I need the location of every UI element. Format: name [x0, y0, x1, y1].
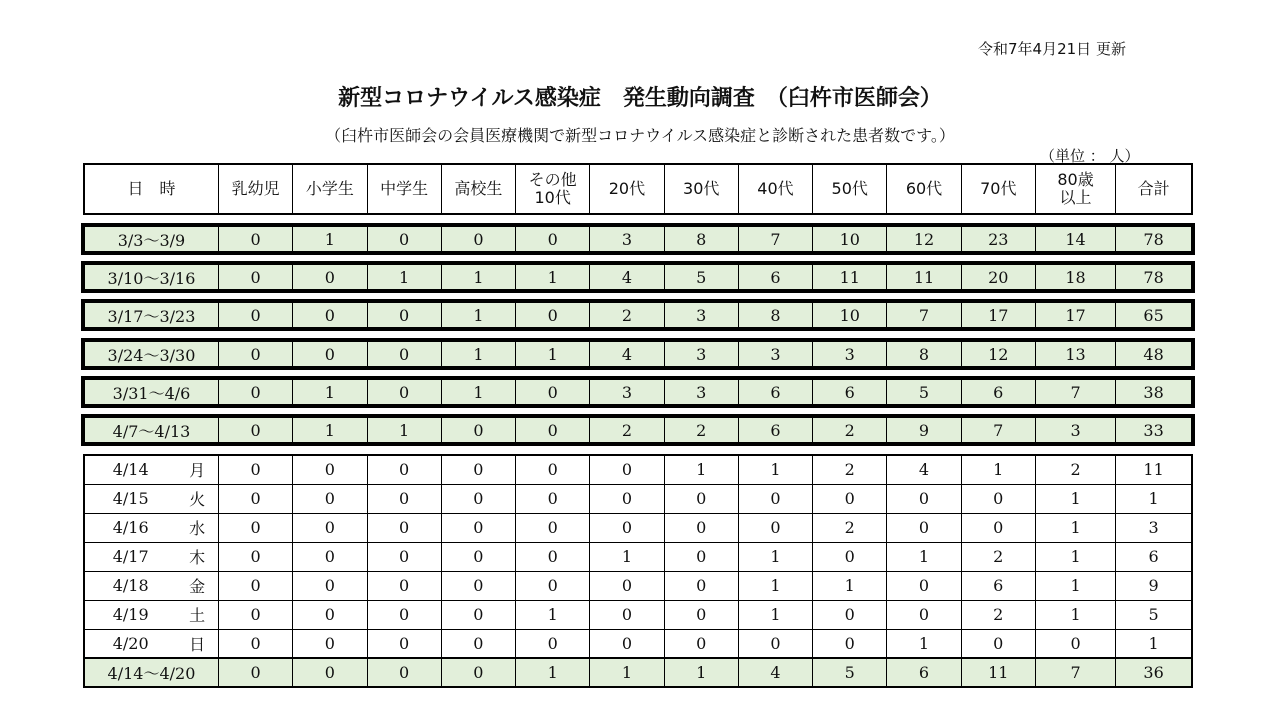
count-cell: 0 [293, 302, 367, 328]
count-cell: 3 [590, 379, 664, 405]
weekly-row [84, 264, 1192, 290]
weekday-cell: 日 [176, 629, 218, 658]
count-cell: 0 [590, 513, 664, 542]
count-cell: 5 [887, 379, 961, 405]
count-cell: 0 [813, 600, 887, 629]
count-cell: 0 [738, 484, 812, 513]
count-cell: 0 [293, 341, 367, 367]
count-cell: 3 [1035, 417, 1115, 443]
period-cell: 3/31～4/6 [84, 379, 218, 405]
count-cell: 0 [664, 571, 738, 600]
weekly-row [84, 417, 1192, 443]
count-cell: 12 [961, 341, 1035, 367]
count-cell: 7 [1035, 658, 1115, 687]
count-cell: 0 [441, 600, 515, 629]
period-cell: 4/14～4/20 [84, 658, 218, 687]
count-cell: 2 [1035, 455, 1115, 484]
count-cell: 0 [664, 484, 738, 513]
count-cell: 11 [961, 658, 1035, 687]
count-cell: 0 [516, 542, 590, 571]
count-cell: 1 [1035, 542, 1115, 571]
column-header: 60代 [887, 164, 961, 214]
unit-label: （単位 ： 人） [1040, 147, 1140, 165]
count-cell: 3 [813, 341, 887, 367]
count-cell: 0 [590, 571, 664, 600]
period-cell: 3/10～3/16 [84, 264, 218, 290]
count-cell: 2 [590, 417, 664, 443]
count-cell: 1 [441, 341, 515, 367]
count-cell: 6 [961, 379, 1035, 405]
daily-row [84, 600, 1192, 629]
weekday-cell: 水 [176, 513, 218, 542]
count-cell: 0 [293, 484, 367, 513]
count-cell: 1 [441, 379, 515, 405]
weekly-row-band [83, 225, 1193, 253]
count-cell: 1 [590, 658, 664, 687]
weekly-row-band [83, 416, 1193, 444]
count-cell: 11 [1116, 455, 1192, 484]
column-header: 20代 [590, 164, 664, 214]
count-cell: 0 [516, 455, 590, 484]
count-cell: 0 [218, 226, 292, 252]
count-cell: 0 [367, 226, 441, 252]
count-cell: 1 [367, 417, 441, 443]
count-cell: 1 [738, 542, 812, 571]
count-cell: 0 [293, 542, 367, 571]
count-cell: 78 [1116, 226, 1192, 252]
count-cell: 5 [813, 658, 887, 687]
count-cell: 33 [1116, 417, 1192, 443]
period-cell: 3/24～3/30 [84, 341, 218, 367]
count-cell: 48 [1116, 341, 1192, 367]
count-cell: 1 [1035, 484, 1115, 513]
weekly-row-band [83, 378, 1193, 406]
count-cell: 1 [664, 658, 738, 687]
count-cell: 6 [887, 658, 961, 687]
count-cell: 1 [293, 226, 367, 252]
count-cell: 10 [813, 302, 887, 328]
count-cell: 0 [367, 600, 441, 629]
count-cell: 0 [441, 484, 515, 513]
count-cell: 7 [887, 302, 961, 328]
count-cell: 1 [516, 264, 590, 290]
weekly-row-band [83, 263, 1193, 291]
daily-row [84, 571, 1192, 600]
count-cell: 0 [441, 658, 515, 687]
count-cell: 23 [961, 226, 1035, 252]
count-cell: 0 [367, 571, 441, 600]
count-cell: 0 [738, 629, 812, 658]
count-cell: 1 [293, 417, 367, 443]
daily-row [84, 542, 1192, 571]
count-cell: 1 [738, 571, 812, 600]
weekly-row-band [83, 301, 1193, 329]
count-cell: 0 [516, 226, 590, 252]
count-cell: 0 [961, 513, 1035, 542]
count-cell: 0 [516, 379, 590, 405]
count-cell: 0 [961, 484, 1035, 513]
count-cell: 0 [516, 571, 590, 600]
count-cell: 3 [664, 341, 738, 367]
count-cell: 1 [1035, 571, 1115, 600]
count-cell: 0 [887, 571, 961, 600]
count-cell: 17 [961, 302, 1035, 328]
count-cell: 20 [961, 264, 1035, 290]
count-cell: 0 [738, 513, 812, 542]
date-cell: 4/19 [84, 600, 176, 629]
column-header: 40代 [738, 164, 812, 214]
count-cell: 1 [516, 600, 590, 629]
count-cell: 1 [1035, 513, 1115, 542]
count-cell: 4 [590, 264, 664, 290]
date-cell: 4/18 [84, 571, 176, 600]
count-cell: 0 [887, 600, 961, 629]
count-cell: 4 [887, 455, 961, 484]
column-header: 合計 [1116, 164, 1192, 214]
count-cell: 1 [441, 264, 515, 290]
date-cell: 4/20 [84, 629, 176, 658]
count-cell: 65 [1116, 302, 1192, 328]
count-cell: 0 [516, 484, 590, 513]
count-cell: 6 [813, 379, 887, 405]
count-cell: 0 [367, 379, 441, 405]
count-cell: 2 [664, 417, 738, 443]
daily-table [83, 454, 1193, 688]
count-cell: 0 [516, 513, 590, 542]
column-header: 乳幼児 [218, 164, 292, 214]
count-cell: 0 [813, 629, 887, 658]
count-cell: 11 [887, 264, 961, 290]
count-cell: 0 [293, 629, 367, 658]
count-cell: 0 [367, 484, 441, 513]
count-cell: 3 [664, 302, 738, 328]
count-cell: 0 [293, 264, 367, 290]
count-cell: 0 [367, 302, 441, 328]
count-cell: 0 [664, 513, 738, 542]
count-cell: 2 [813, 455, 887, 484]
count-cell: 0 [293, 513, 367, 542]
column-header-date: 日 時 [84, 164, 218, 214]
count-cell: 0 [961, 629, 1035, 658]
count-cell: 1 [367, 264, 441, 290]
count-cell: 0 [590, 455, 664, 484]
count-cell: 7 [738, 226, 812, 252]
weekday-cell: 木 [176, 542, 218, 571]
column-header: その他 10代 [516, 164, 590, 214]
daily-row [84, 455, 1192, 484]
date-cell: 4/17 [84, 542, 176, 571]
daily-row [84, 629, 1192, 658]
daily-total-row [84, 658, 1192, 687]
count-cell: 0 [367, 629, 441, 658]
count-cell: 3 [590, 226, 664, 252]
period-cell: 3/17～3/23 [84, 302, 218, 328]
count-cell: 7 [1035, 379, 1115, 405]
count-cell: 2 [813, 513, 887, 542]
daily-row [84, 484, 1192, 513]
count-cell: 2 [961, 600, 1035, 629]
count-cell: 0 [218, 341, 292, 367]
count-cell: 0 [218, 513, 292, 542]
count-cell: 0 [367, 455, 441, 484]
count-cell: 78 [1116, 264, 1192, 290]
count-cell: 1 [887, 542, 961, 571]
count-cell: 17 [1035, 302, 1115, 328]
count-cell: 0 [590, 600, 664, 629]
count-cell: 0 [441, 571, 515, 600]
count-cell: 2 [961, 542, 1035, 571]
count-cell: 1 [441, 302, 515, 328]
count-cell: 0 [218, 571, 292, 600]
count-cell: 0 [590, 629, 664, 658]
count-cell: 0 [218, 600, 292, 629]
count-cell: 6 [961, 571, 1035, 600]
weekly-row [84, 379, 1192, 405]
count-cell: 0 [516, 302, 590, 328]
count-cell: 5 [1116, 600, 1192, 629]
count-cell: 14 [1035, 226, 1115, 252]
count-cell: 0 [367, 658, 441, 687]
count-cell: 0 [441, 542, 515, 571]
count-cell: 0 [218, 542, 292, 571]
page-title: 新型コロナウイルス感染症 発生動向調査 （臼杵市医師会） [338, 86, 942, 111]
weekday-cell: 金 [176, 571, 218, 600]
count-cell: 0 [293, 455, 367, 484]
column-header: 30代 [664, 164, 738, 214]
count-cell: 1 [664, 455, 738, 484]
count-cell: 0 [367, 513, 441, 542]
count-cell: 0 [218, 455, 292, 484]
period-cell: 3/3～3/9 [84, 226, 218, 252]
count-cell: 38 [1116, 379, 1192, 405]
column-header: 70代 [961, 164, 1035, 214]
count-cell: 9 [887, 417, 961, 443]
count-cell: 0 [218, 417, 292, 443]
column-header: 中学生 [367, 164, 441, 214]
count-cell: 1 [887, 629, 961, 658]
daily-row [84, 513, 1192, 542]
count-cell: 9 [1116, 571, 1192, 600]
count-cell: 8 [664, 226, 738, 252]
count-cell: 0 [664, 600, 738, 629]
count-cell: 0 [441, 455, 515, 484]
count-cell: 1 [293, 379, 367, 405]
count-cell: 12 [887, 226, 961, 252]
count-cell: 2 [590, 302, 664, 328]
column-header: 高校生 [441, 164, 515, 214]
weekday-cell: 火 [176, 484, 218, 513]
count-cell: 0 [293, 658, 367, 687]
count-cell: 0 [218, 264, 292, 290]
weekly-row [84, 341, 1192, 367]
count-cell: 13 [1035, 341, 1115, 367]
date-cell: 4/16 [84, 513, 176, 542]
count-cell: 3 [1116, 513, 1192, 542]
count-cell: 1 [1035, 600, 1115, 629]
count-cell: 1 [516, 341, 590, 367]
weekday-cell: 土 [176, 600, 218, 629]
count-cell: 8 [887, 341, 961, 367]
count-cell: 0 [664, 629, 738, 658]
weekday-cell: 月 [176, 455, 218, 484]
count-cell: 0 [590, 484, 664, 513]
count-cell: 0 [293, 600, 367, 629]
count-cell: 0 [293, 571, 367, 600]
count-cell: 3 [738, 341, 812, 367]
table-header [83, 163, 1193, 215]
count-cell: 2 [813, 417, 887, 443]
count-cell: 7 [961, 417, 1035, 443]
count-cell: 0 [218, 302, 292, 328]
count-cell: 0 [441, 226, 515, 252]
count-cell: 1 [813, 571, 887, 600]
count-cell: 0 [367, 341, 441, 367]
count-cell: 1 [1116, 629, 1192, 658]
count-cell: 0 [218, 484, 292, 513]
count-cell: 11 [813, 264, 887, 290]
count-cell: 6 [1116, 542, 1192, 571]
date-cell: 4/15 [84, 484, 176, 513]
date-cell: 4/14 [84, 455, 176, 484]
weekly-row-band [83, 340, 1193, 368]
count-cell: 4 [590, 341, 664, 367]
count-cell: 4 [738, 658, 812, 687]
count-cell: 0 [887, 484, 961, 513]
count-cell: 0 [218, 379, 292, 405]
count-cell: 1 [516, 658, 590, 687]
updated-date: 令和7年4月21日 更新 [978, 40, 1126, 58]
count-cell: 5 [664, 264, 738, 290]
column-header: 80歳 以上 [1035, 164, 1115, 214]
count-cell: 6 [738, 417, 812, 443]
count-cell: 0 [441, 417, 515, 443]
count-cell: 0 [887, 513, 961, 542]
count-cell: 1 [738, 455, 812, 484]
period-cell: 4/7～4/13 [84, 417, 218, 443]
page-subtitle: （臼杵市医師会の会員医療機関で新型コロナウイルス感染症と診断された患者数です。） [325, 126, 955, 145]
count-cell: 8 [738, 302, 812, 328]
count-cell: 1 [590, 542, 664, 571]
count-cell: 18 [1035, 264, 1115, 290]
count-cell: 1 [961, 455, 1035, 484]
header-row [84, 164, 1192, 214]
count-cell: 0 [441, 513, 515, 542]
count-cell: 0 [813, 484, 887, 513]
count-cell: 0 [218, 658, 292, 687]
count-cell: 0 [516, 417, 590, 443]
count-cell: 0 [1035, 629, 1115, 658]
count-cell: 36 [1116, 658, 1192, 687]
column-header: 小学生 [293, 164, 367, 214]
count-cell: 0 [813, 542, 887, 571]
count-cell: 3 [664, 379, 738, 405]
count-cell: 0 [516, 629, 590, 658]
count-cell: 0 [218, 629, 292, 658]
count-cell: 10 [813, 226, 887, 252]
count-cell: 1 [1116, 484, 1192, 513]
column-header: 50代 [813, 164, 887, 214]
count-cell: 6 [738, 379, 812, 405]
count-cell: 0 [664, 542, 738, 571]
count-cell: 0 [367, 542, 441, 571]
weekly-row [84, 226, 1192, 252]
count-cell: 1 [738, 600, 812, 629]
count-cell: 0 [441, 629, 515, 658]
count-cell: 6 [738, 264, 812, 290]
weekly-row [84, 302, 1192, 328]
